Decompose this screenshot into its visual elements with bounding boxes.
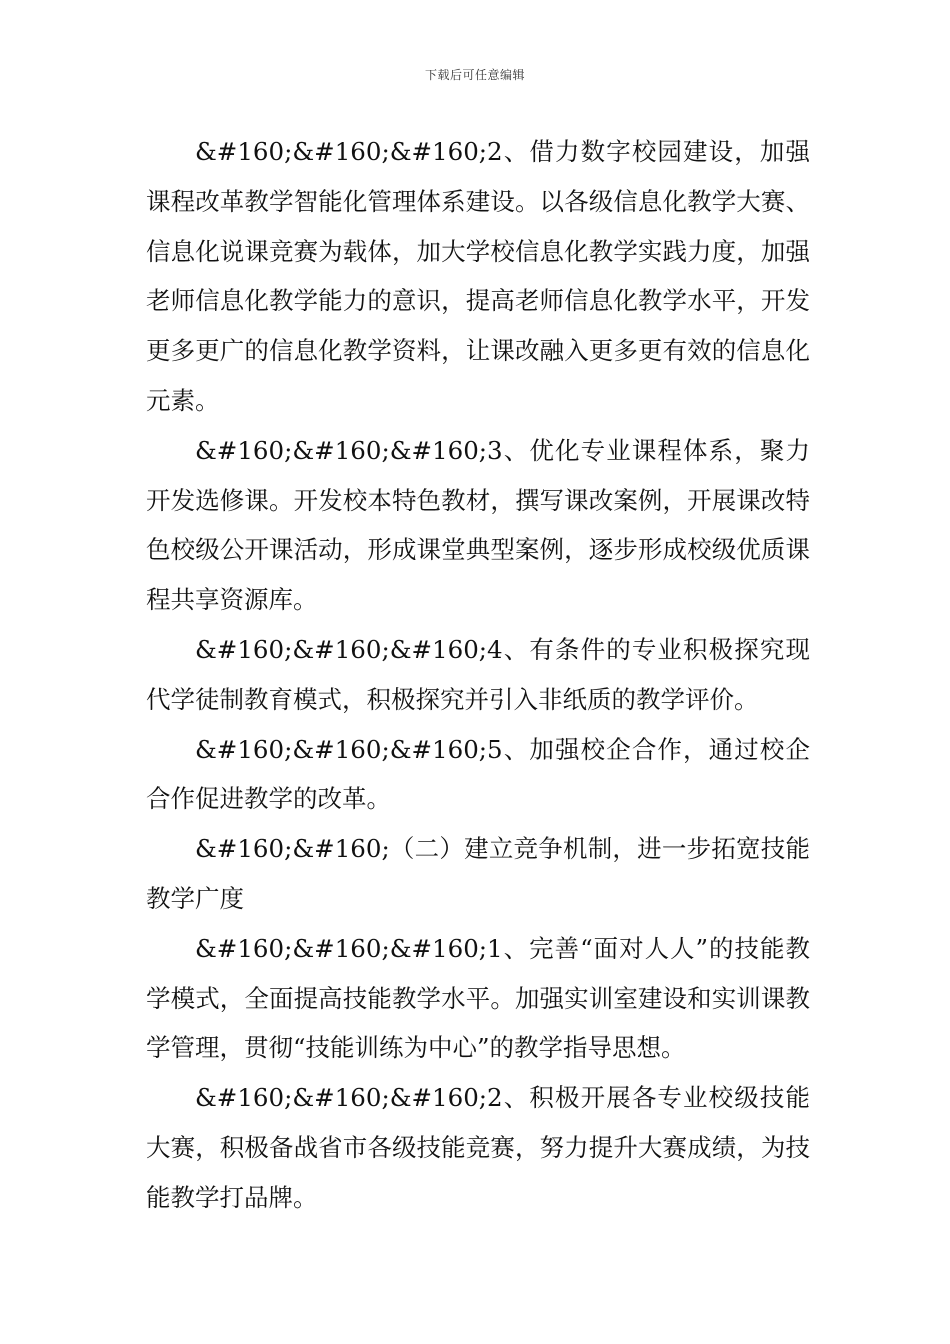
paragraph-apprenticeship: &#160;&#160;&#160;4、有条件的专业积极探究现代学徒制教育模式，积极探究并引入非纸质的教学评价。 [146, 634, 810, 714]
paragraph-digital-campus: &#160;&#160;&#160;2、借力数字校园建设，加强课程改革教学智能化管理体系建设。以各级信息化教学大赛、信息化说课竞赛为载体，加大学校信息化教学实践力度，加强老师信息化教学能力的意识，提高老师信息化教学水平，开发更多更广的信息化教学资料，让课改融入更多更有效的信息化元素。 [146, 137, 810, 415]
paragraph-skill-contests: &#160;&#160;&#160;2、积极开展各专业校级技能大赛，积极备战省市各级技能竞赛，努力提升大赛成绩，为技能教学打品牌。 [146, 1083, 810, 1212]
paragraph-skill-teaching-mode: &#160;&#160;&#160;1、完善“面对人人”的技能教学模式，全面提高技能教学水平。加强实训室建设和实训课教学管理，贯彻“技能训练为中心”的教学指导思想。 [146, 933, 810, 1063]
section-heading-competition: &#160;&#160;（二）建立竞争机制，进一步拓宽技能教学广度 [146, 834, 810, 913]
paragraph-school-enterprise: &#160;&#160;&#160;5、加强校企合作，通过校企合作促进教学的改革。 [146, 734, 810, 814]
paragraph-curriculum-system: &#160;&#160;&#160;3、优化专业课程体系，聚力开发选修课。开发校本特色教材，撰写课改案例，开展课改特色校级公开课活动，形成课堂典型案例，逐步形成校级优质课程共享资源库。 [146, 435, 810, 615]
document-body [146, 127, 810, 1223]
header-note: 下载后可任意编辑 [424, 68, 525, 82]
